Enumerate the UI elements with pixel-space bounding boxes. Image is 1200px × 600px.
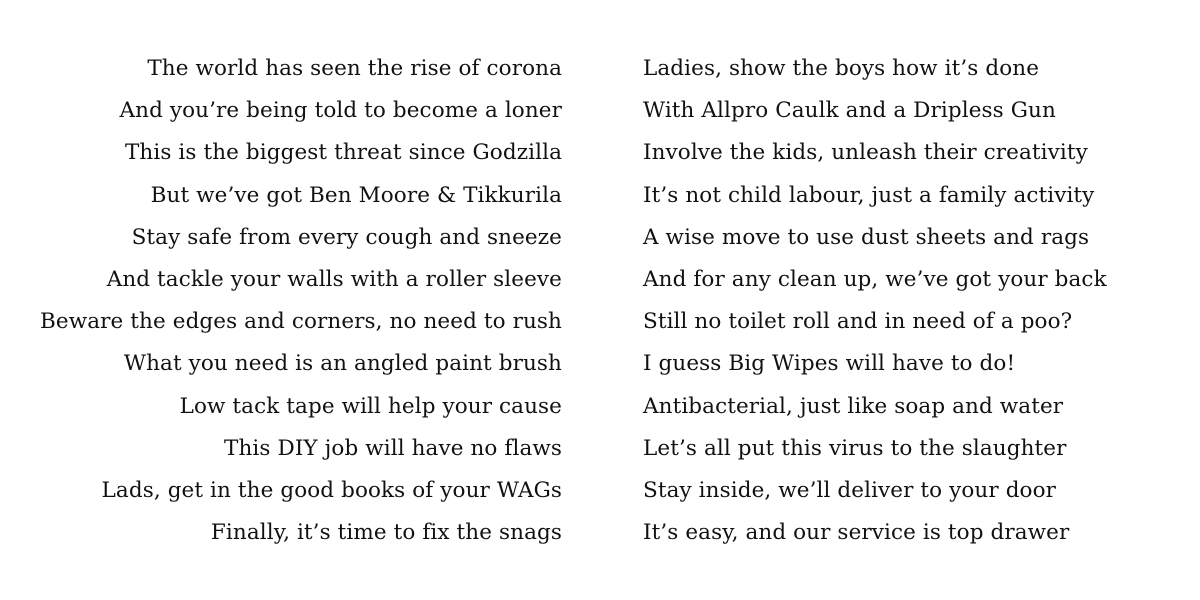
poem-line: Still no toilet roll and in need of a poo? (643, 309, 1073, 335)
poem-line: This is the biggest threat since Godzilla (124, 140, 562, 166)
poem-line: And tackle your walls with a roller sleeve (106, 266, 562, 292)
poem-left-column (40, 48, 562, 554)
poem-line: This DIY job will have no flaws (224, 435, 562, 461)
poem-line: But we’ve got Ben Moore & Tikkurila (150, 182, 562, 208)
poem-line: It’s not child labour, just a family activity (643, 182, 1095, 208)
poem-line: Finally, it’s time to fix the snags (210, 520, 562, 546)
poem-line: It’s easy, and our service is top drawer (643, 520, 1070, 546)
poem-line: Beware the edges and corners, no need to rush (40, 309, 562, 335)
poem-line: The world has seen the rise of corona (147, 56, 562, 81)
poem-line: Low tack tape will help your cause (179, 393, 562, 419)
poem-line: I guess Big Wipes will have to do! (643, 351, 1016, 377)
poem-line: Involve the kids, unleash their creativity (643, 140, 1088, 166)
poem-line: And you’re being told to become a loner (119, 98, 562, 124)
poem-line: Ladies, show the boys how it’s done (643, 56, 1040, 81)
poem (0, 48, 1200, 568)
poem-line: And for any clean up, we’ve got your back (643, 266, 1107, 292)
poem-line: With Allpro Caulk and a Dripless Gun (643, 98, 1056, 124)
poem-line: A wise move to use dust sheets and rags (643, 224, 1090, 250)
poem-line: Stay safe from every cough and sneeze (131, 224, 562, 250)
poem-line: Lads, get in the good books of your WAGs (101, 477, 562, 503)
poem-right-column (643, 48, 1107, 554)
poem-line: Antibacterial, just like soap and water (643, 393, 1064, 419)
poem-line: Stay inside, we’ll deliver to your door (643, 477, 1057, 503)
poem-line: Let’s all put this virus to the slaughter (643, 435, 1067, 461)
poem-line: What you need is an angled paint brush (123, 351, 562, 377)
